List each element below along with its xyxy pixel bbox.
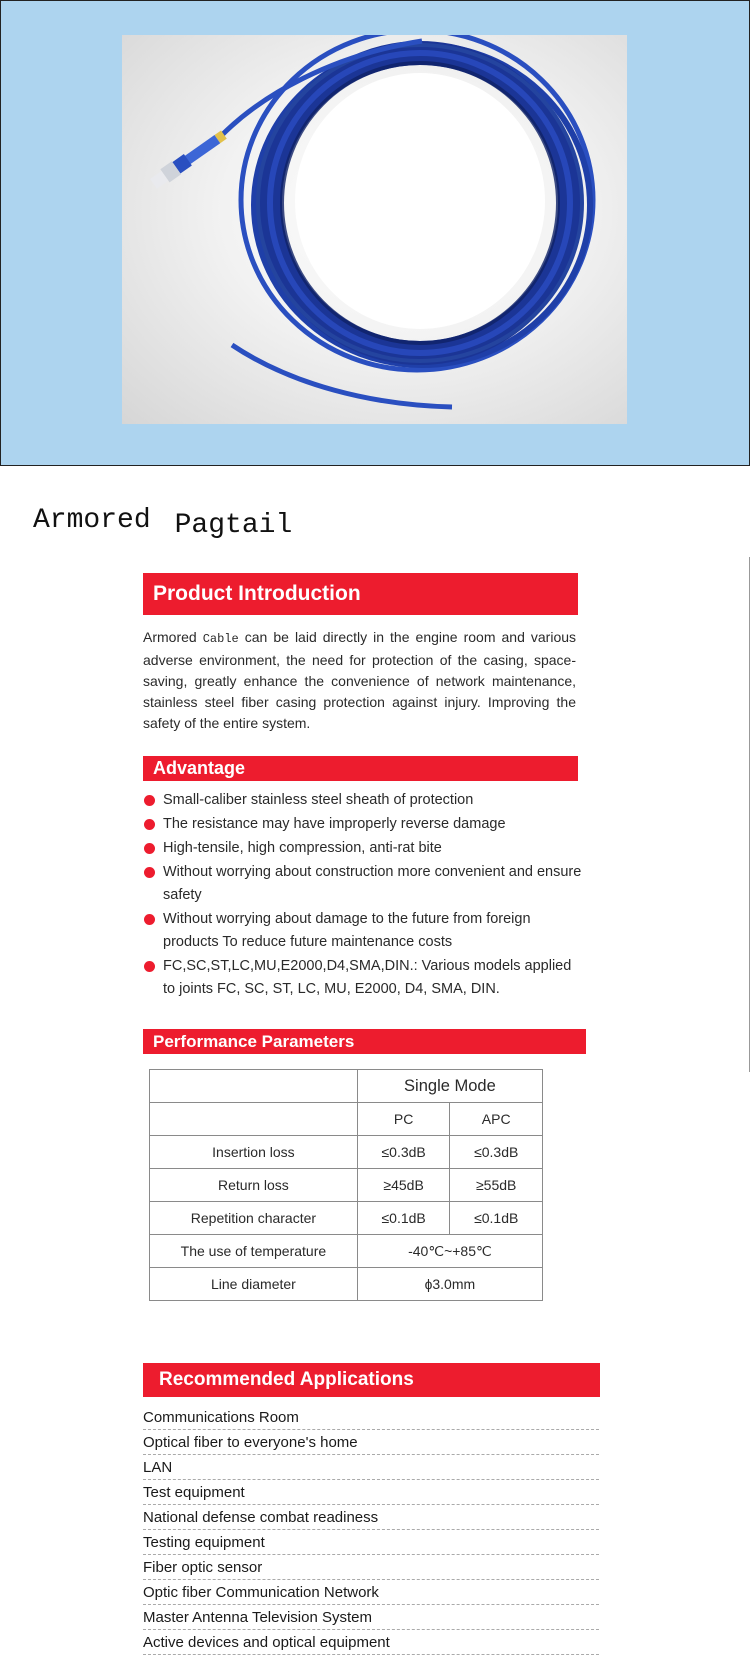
- list-item: National defense combat readiness: [143, 1506, 599, 1530]
- table-row: [150, 1169, 543, 1202]
- table-row: [150, 1103, 543, 1136]
- mode-header: Single Mode: [357, 1070, 542, 1103]
- apc-value: ≥55dB: [450, 1169, 543, 1202]
- list-item: Fiber optic sensor: [143, 1556, 599, 1580]
- table-row: [150, 1136, 543, 1169]
- row-label: Insertion loss: [150, 1136, 358, 1169]
- bullet-icon: [144, 819, 155, 830]
- advantage-item: [143, 789, 583, 812]
- col-header-apc: APC: [450, 1103, 543, 1136]
- bullet-icon: [144, 961, 155, 972]
- bullet-icon: [144, 867, 155, 878]
- performance-table: [149, 1069, 543, 1301]
- advantage-item: [143, 837, 583, 860]
- intro-text-rest: can be laid directly in the engine room and various adverse environment, the need for protection of the casing, space-saving, greatly enhance the convenience of network maintenance, stainless steel fiber casing protection against injury. Improving the safety of the entire system.: [143, 629, 577, 731]
- list-item: Optic fiber Communication Network: [143, 1581, 599, 1605]
- temperature-value: -40℃~+85℃: [357, 1235, 542, 1268]
- list-item: Testing equipment: [143, 1531, 599, 1555]
- row-label: Return loss: [150, 1169, 358, 1202]
- list-item: Test equipment: [143, 1481, 599, 1505]
- product-photo: [122, 35, 627, 424]
- advantage-item: [143, 813, 583, 836]
- intro-text-mono: Cable: [202, 632, 239, 646]
- bullet-icon: [144, 914, 155, 925]
- apc-value: ≤0.3dB: [450, 1136, 543, 1169]
- apc-value: ≤0.1dB: [450, 1202, 543, 1235]
- right-divider-line: [749, 557, 750, 1072]
- list-item: Master Antenna Television System: [143, 1606, 599, 1630]
- list-item: Communications Room: [143, 1406, 599, 1430]
- performance-parameters-heading: Performance Parameters: [143, 1029, 586, 1054]
- advantage-item-text: Small-caliber stainless steel sheath of protection: [163, 792, 474, 808]
- product-introduction-text: [143, 627, 576, 734]
- advantage-item-text: FC,SC,ST,LC,MU,E2000,D4,SMA,DIN.: Various models applied to joints FC, SC, ST, LC, MU, E2000, D4, SMA, DIN.: [163, 958, 572, 997]
- diameter-value: ɸ3.0mm: [357, 1268, 542, 1301]
- table-row: [150, 1070, 543, 1103]
- row-label: The use of temperature: [150, 1235, 358, 1268]
- fiber-cable-illustration: [122, 35, 627, 424]
- table-row: [150, 1235, 543, 1268]
- list-item: Optical fiber to everyone's home: [143, 1431, 599, 1455]
- advantage-item: [143, 908, 583, 954]
- advantage-heading: Advantage: [143, 756, 578, 781]
- intro-text-start: Armored: [143, 629, 197, 645]
- list-item: Active devices and optical equipment: [143, 1631, 599, 1655]
- table-row: [150, 1202, 543, 1235]
- hero-banner: [0, 0, 750, 466]
- advantage-item-text: High-tensile, high compression, anti-rat bite: [163, 840, 442, 856]
- table-cell-empty: [150, 1103, 358, 1136]
- bullet-icon: [144, 795, 155, 806]
- pc-value: ≥45dB: [357, 1169, 450, 1202]
- col-header-pc: PC: [357, 1103, 450, 1136]
- table-row: [150, 1268, 543, 1301]
- page-title: [33, 505, 293, 541]
- list-item: LAN: [143, 1456, 599, 1480]
- table-cell-empty: [150, 1070, 358, 1103]
- advantage-item: [143, 861, 583, 907]
- advantage-list: [143, 789, 583, 1002]
- product-introduction-heading: Product Introduction: [143, 573, 578, 615]
- bullet-icon: [144, 843, 155, 854]
- advantage-item-text: Without worrying about damage to the future from foreign products To reduce future maintenance costs: [163, 911, 531, 950]
- recommended-applications-heading: Recommended Applications: [143, 1363, 600, 1397]
- pc-value: ≤0.3dB: [357, 1136, 450, 1169]
- title-word-1: Armored: [33, 505, 151, 536]
- advantage-item-text: Without worrying about construction more convenient and ensure safety: [163, 864, 582, 903]
- advantage-item: [143, 955, 583, 1001]
- row-label: Line diameter: [150, 1268, 358, 1301]
- title-word-2: Pagtail: [174, 510, 293, 541]
- advantage-item-text: The resistance may have improperly reverse damage: [163, 816, 506, 832]
- pc-value: ≤0.1dB: [357, 1202, 450, 1235]
- row-label: Repetition character: [150, 1202, 358, 1235]
- applications-list: [143, 1406, 599, 1656]
